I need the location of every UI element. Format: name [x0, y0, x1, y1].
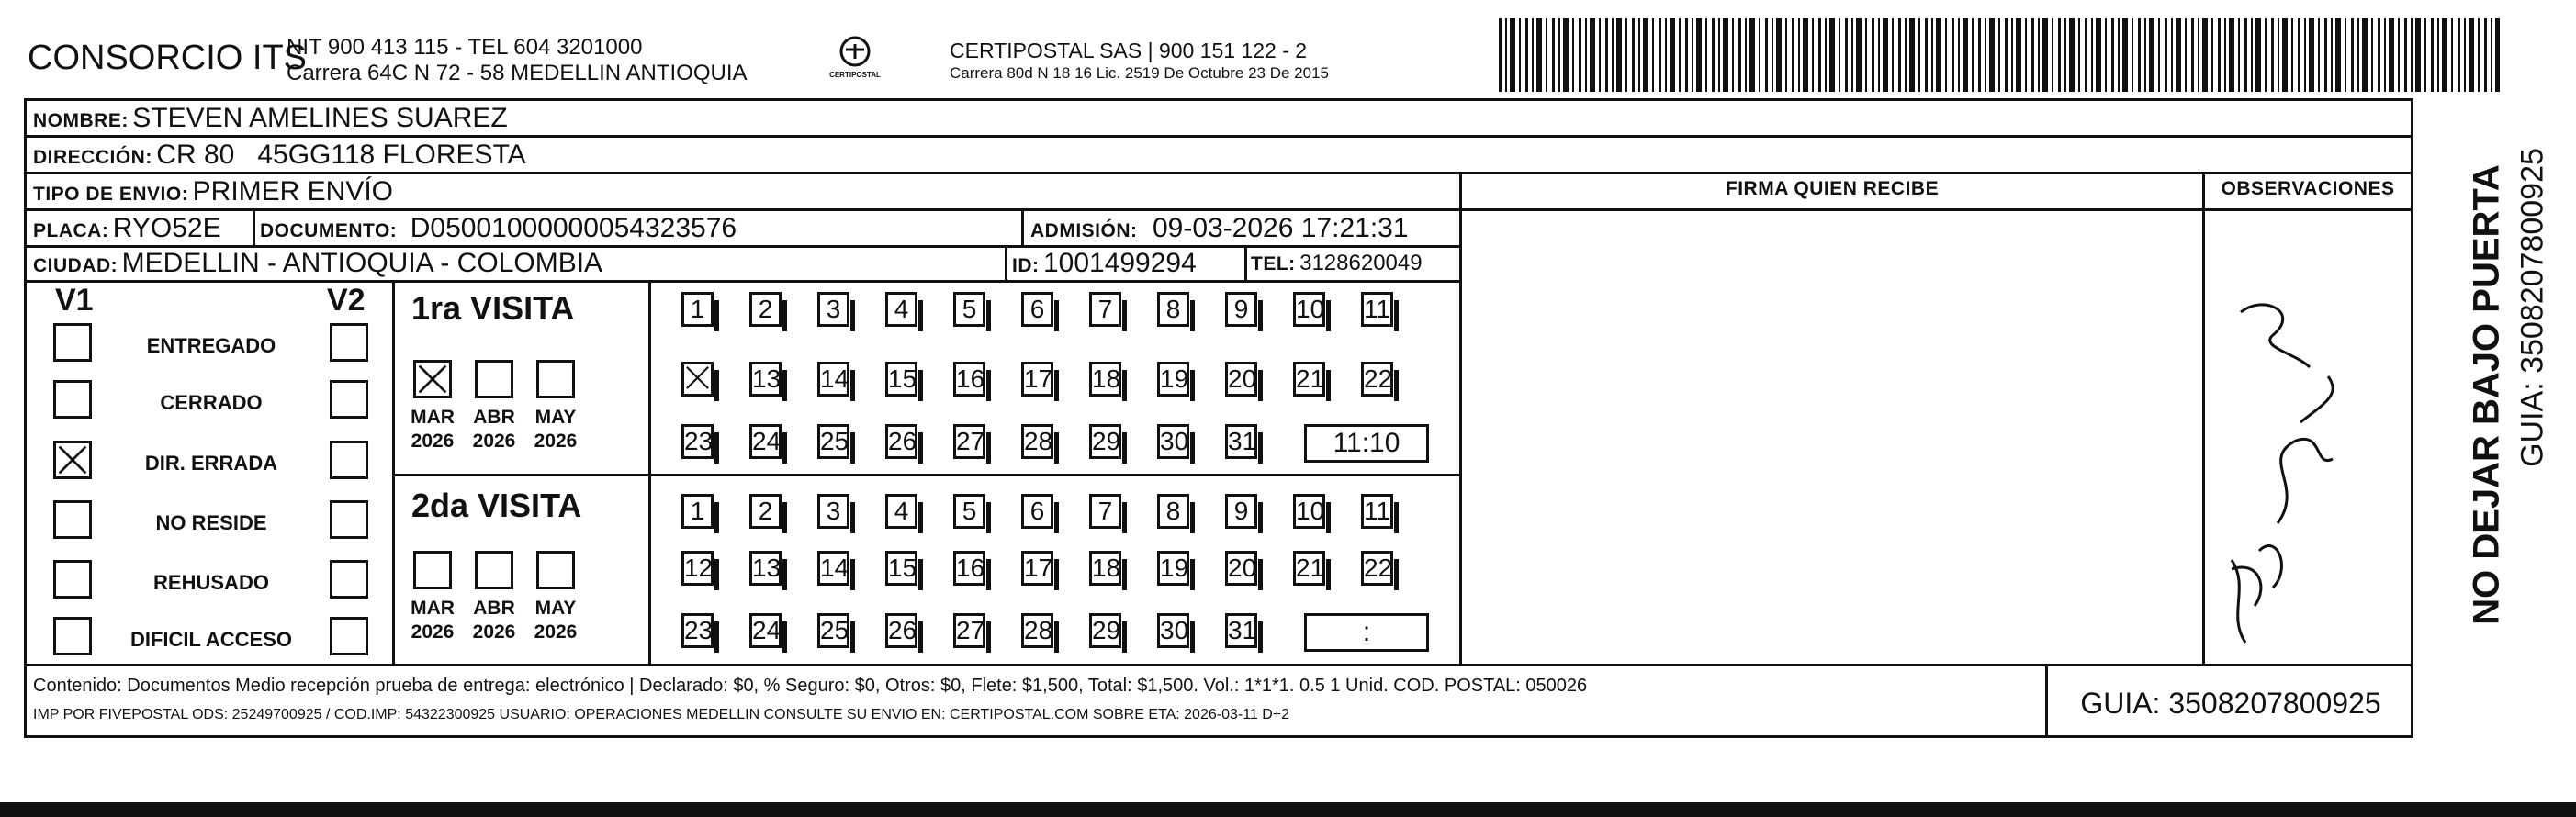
v1-label: V1 — [55, 283, 94, 318]
admision-cell — [1030, 211, 1409, 250]
bottom-strip — [0, 802, 2576, 817]
day-box[interactable]: 19 — [1157, 551, 1189, 586]
day-box[interactable]: 8 — [1157, 494, 1189, 529]
placa-label: PLACA: — [33, 220, 109, 241]
day-box[interactable]: 7 — [1089, 494, 1121, 529]
day-box[interactable]: 30 — [1157, 424, 1189, 459]
certipostal-logo — [823, 35, 887, 90]
day-box[interactable]: 11 — [1361, 494, 1393, 529]
check-mark-icon — [684, 364, 711, 391]
v1-checkbox[interactable] — [53, 500, 92, 539]
month-year: 2026 — [411, 431, 455, 452]
month-year: 2026 — [472, 431, 516, 452]
day-box[interactable]: 25 — [817, 424, 849, 459]
day-box[interactable]: 26 — [885, 424, 917, 459]
direccion-value: CR 80 45GG118 FLORESTA — [156, 140, 526, 170]
id-label: ID: — [1012, 255, 1040, 276]
v2-checkbox[interactable] — [330, 380, 368, 419]
check-mark-icon — [416, 363, 449, 396]
v1-checkbox[interactable] — [53, 441, 92, 479]
day-box[interactable]: 2 — [749, 292, 782, 327]
side-guia: GUIA: 3508207800925 — [2514, 148, 2550, 467]
day-box[interactable]: 2 — [749, 494, 782, 529]
month-checkbox[interactable] — [413, 360, 452, 398]
day-box[interactable]: 29 — [1089, 424, 1121, 459]
day-box[interactable]: 16 — [953, 362, 985, 397]
v1-checkbox[interactable] — [53, 617, 92, 655]
month-label — [528, 406, 583, 453]
day-box[interactable]: 15 — [885, 551, 917, 586]
month-year: 2026 — [472, 621, 516, 643]
day-box[interactable]: 4 — [885, 494, 917, 529]
day-box[interactable]: 8 — [1157, 292, 1189, 327]
day-box[interactable]: 24 — [749, 424, 782, 459]
v1-checkbox[interactable] — [53, 380, 92, 419]
day-box[interactable]: 28 — [1021, 613, 1053, 648]
month-checkbox[interactable] — [413, 551, 452, 589]
license-line: Carrera 80d N 18 16 Lic. 2519 De Octubre 23 De 2015 — [950, 64, 1329, 82]
v2-checkbox[interactable] — [330, 323, 368, 362]
company-name: CONSORCIO ITS — [28, 39, 308, 77]
month-checkbox[interactable] — [475, 360, 513, 398]
ciudad-label: CIUDAD: — [33, 255, 118, 276]
month-label — [405, 597, 460, 644]
day-box[interactable]: 20 — [1225, 551, 1257, 586]
v2-checkbox[interactable] — [330, 617, 368, 655]
day-box[interactable]: 31 — [1225, 613, 1257, 648]
tipo-row — [33, 174, 393, 208]
day-box[interactable]: 5 — [953, 494, 985, 529]
day-box[interactable]: 17 — [1021, 362, 1053, 397]
documento-label: DOCUMENTO: — [260, 220, 398, 241]
nombre-value: STEVEN AMELINES SUAREZ — [132, 103, 508, 133]
admision-value: 09-03-2026 17:21:31 — [1152, 213, 1409, 243]
month-checkbox[interactable] — [475, 551, 513, 589]
month-checkbox[interactable] — [536, 551, 575, 589]
month-name: MAY — [534, 598, 577, 619]
barcode — [1499, 18, 2500, 92]
day-box[interactable]: 13 — [749, 551, 782, 586]
day-box[interactable]: 5 — [953, 292, 985, 327]
check-mark-icon — [56, 443, 89, 476]
day-box[interactable]: 18 — [1089, 551, 1121, 586]
day-box[interactable]: 1 — [681, 292, 714, 327]
tipo-value: PRIMER ENVÍO — [192, 176, 394, 207]
status-option-label: DIFICIL ACCESO — [129, 628, 292, 651]
time-field[interactable]: 11:10 — [1304, 424, 1429, 463]
day-box[interactable]: 10 — [1293, 292, 1325, 327]
visit1-title: 1ra VISITA — [411, 289, 575, 327]
day-box[interactable]: 23 — [681, 424, 714, 459]
day-box[interactable]: 30 — [1157, 613, 1189, 648]
v1-checkbox[interactable] — [53, 560, 92, 599]
side-no-dejar: NO DEJAR BAJO PUERTA — [2466, 164, 2507, 625]
month-year: 2026 — [534, 621, 578, 643]
day-box[interactable]: 12 — [681, 551, 714, 586]
day-box[interactable]: 3 — [817, 292, 849, 327]
placa-cell — [33, 211, 221, 250]
firma-header: FIRMA QUIEN RECIBE — [1725, 178, 1940, 199]
month-label — [405, 406, 460, 453]
month-year: 2026 — [411, 621, 455, 643]
day-box[interactable]: 31 — [1225, 424, 1257, 459]
day-box[interactable]: 15 — [885, 362, 917, 397]
day-box[interactable]: 23 — [681, 613, 714, 648]
day-box[interactable]: 6 — [1021, 292, 1053, 327]
day-box[interactable]: 7 — [1089, 292, 1121, 327]
ciudad-cell — [33, 247, 602, 285]
status-option-label: NO RESIDE — [155, 511, 267, 534]
day-box[interactable]: 17 — [1021, 551, 1053, 586]
v2-checkbox[interactable] — [330, 441, 368, 479]
footer-imp: IMP POR FIVEPOSTAL ODS: 25249700925 / COD.IMP: 54322300925 USUARIO: OPERACIONES MEDELLIN CONSULTE SU ENVIO EN: CERTIPOSTAL.COM SOBRE ETA: 2026-03-11 D+2 — [33, 707, 1290, 722]
footer-contenido: Contenido: Documentos Medio recepción prueba de entrega: electrónico | Declarado: $0, % Seguro: $0, Otros: $0, Flete: $1,500, Total: $1,500. Vol.: 1*1*1. 0.5 1 Unid. COD. POSTAL: 050026 — [33, 676, 1588, 696]
day-box[interactable]: 27 — [953, 613, 985, 648]
day-box[interactable]: 26 — [885, 613, 917, 648]
v2-checkbox[interactable] — [330, 560, 368, 599]
time-field[interactable]: : — [1304, 613, 1429, 652]
direccion-row — [33, 138, 526, 172]
month-name: MAY — [534, 407, 577, 428]
month-name: MAR — [411, 598, 455, 619]
day-box[interactable]: 16 — [953, 551, 985, 586]
day-box[interactable]: 1 — [681, 494, 714, 529]
ciudad-value: MEDELLIN - ANTIOQUIA - COLOMBIA — [121, 248, 603, 278]
id-cell — [1012, 247, 1197, 285]
month-name: ABR — [473, 407, 515, 428]
footer-guia: GUIA: 3508207800925 — [2080, 687, 2381, 720]
placa-value: RYO52E — [112, 213, 221, 243]
direccion-label: DIRECCIÓN: — [33, 147, 152, 168]
day-box[interactable]: 14 — [817, 551, 849, 586]
day-box[interactable]: 6 — [1021, 494, 1053, 529]
day-box[interactable]: 18 — [1089, 362, 1121, 397]
day-box[interactable]: 28 — [1021, 424, 1053, 459]
day-box[interactable]: 14 — [817, 362, 849, 397]
tel-cell — [1251, 247, 1423, 283]
day-box[interactable] — [681, 362, 714, 397]
nombre-row — [33, 101, 508, 135]
day-box[interactable]: 9 — [1225, 494, 1257, 529]
day-box[interactable]: 21 — [1293, 551, 1325, 586]
day-box[interactable]: 25 — [817, 613, 849, 648]
day-box[interactable]: 21 — [1293, 362, 1325, 397]
v1-checkbox[interactable] — [53, 323, 92, 362]
day-box[interactable]: 10 — [1293, 494, 1325, 529]
documento-value: D05001000000054323576 — [410, 213, 737, 243]
documento-cell — [260, 211, 737, 250]
month-label — [467, 406, 522, 453]
visit2-title: 2da VISITA — [411, 487, 582, 524]
v2-checkbox[interactable] — [330, 500, 368, 539]
nit-line: NIT 900 413 115 - TEL 604 3201000 — [287, 35, 643, 60]
company-address: Carrera 64C N 72 - 58 MEDELLIN ANTIOQUIA — [287, 61, 748, 85]
month-name: ABR — [473, 598, 515, 619]
day-box[interactable]: 3 — [817, 494, 849, 529]
day-box[interactable]: 9 — [1225, 292, 1257, 327]
nombre-label: NOMBRE: — [33, 110, 129, 131]
day-box[interactable]: 4 — [885, 292, 917, 327]
certipostal-line: CERTIPOSTAL SAS | 900 151 122 - 2 — [950, 39, 1308, 62]
tel-label: TEL: — [1251, 253, 1296, 274]
day-box[interactable]: 22 — [1361, 551, 1393, 586]
month-label — [528, 597, 583, 644]
observaciones-header: OBSERVACIONES — [2221, 178, 2395, 199]
day-box[interactable]: 19 — [1157, 362, 1189, 397]
day-box[interactable]: 11 — [1361, 292, 1393, 327]
logo-text: CERTIPOSTAL — [829, 71, 881, 79]
status-option-label: CERRADO — [160, 391, 263, 414]
logo-icon — [838, 35, 872, 68]
status-option-label: REHUSADO — [153, 571, 269, 594]
month-checkbox[interactable] — [536, 360, 575, 398]
day-box[interactable]: 27 — [953, 424, 985, 459]
month-label — [467, 597, 522, 644]
tel-value: 3128620049 — [1299, 251, 1423, 275]
day-box[interactable]: 20 — [1225, 362, 1257, 397]
id-value: 1001499294 — [1042, 248, 1197, 278]
month-name: MAR — [411, 407, 455, 428]
status-option-label: ENTREGADO — [146, 334, 276, 357]
day-box[interactable]: 29 — [1089, 613, 1121, 648]
day-box[interactable]: 22 — [1361, 362, 1393, 397]
v2-label: V2 — [327, 283, 366, 318]
handwritten-signature — [2222, 294, 2360, 652]
day-box[interactable]: 13 — [749, 362, 782, 397]
tipo-label: TIPO DE ENVIO: — [33, 184, 189, 205]
day-box[interactable]: 24 — [749, 613, 782, 648]
admision-label: ADMISIÓN: — [1030, 220, 1138, 241]
month-year: 2026 — [534, 431, 578, 452]
status-option-label: DIR. ERRADA — [144, 452, 278, 475]
